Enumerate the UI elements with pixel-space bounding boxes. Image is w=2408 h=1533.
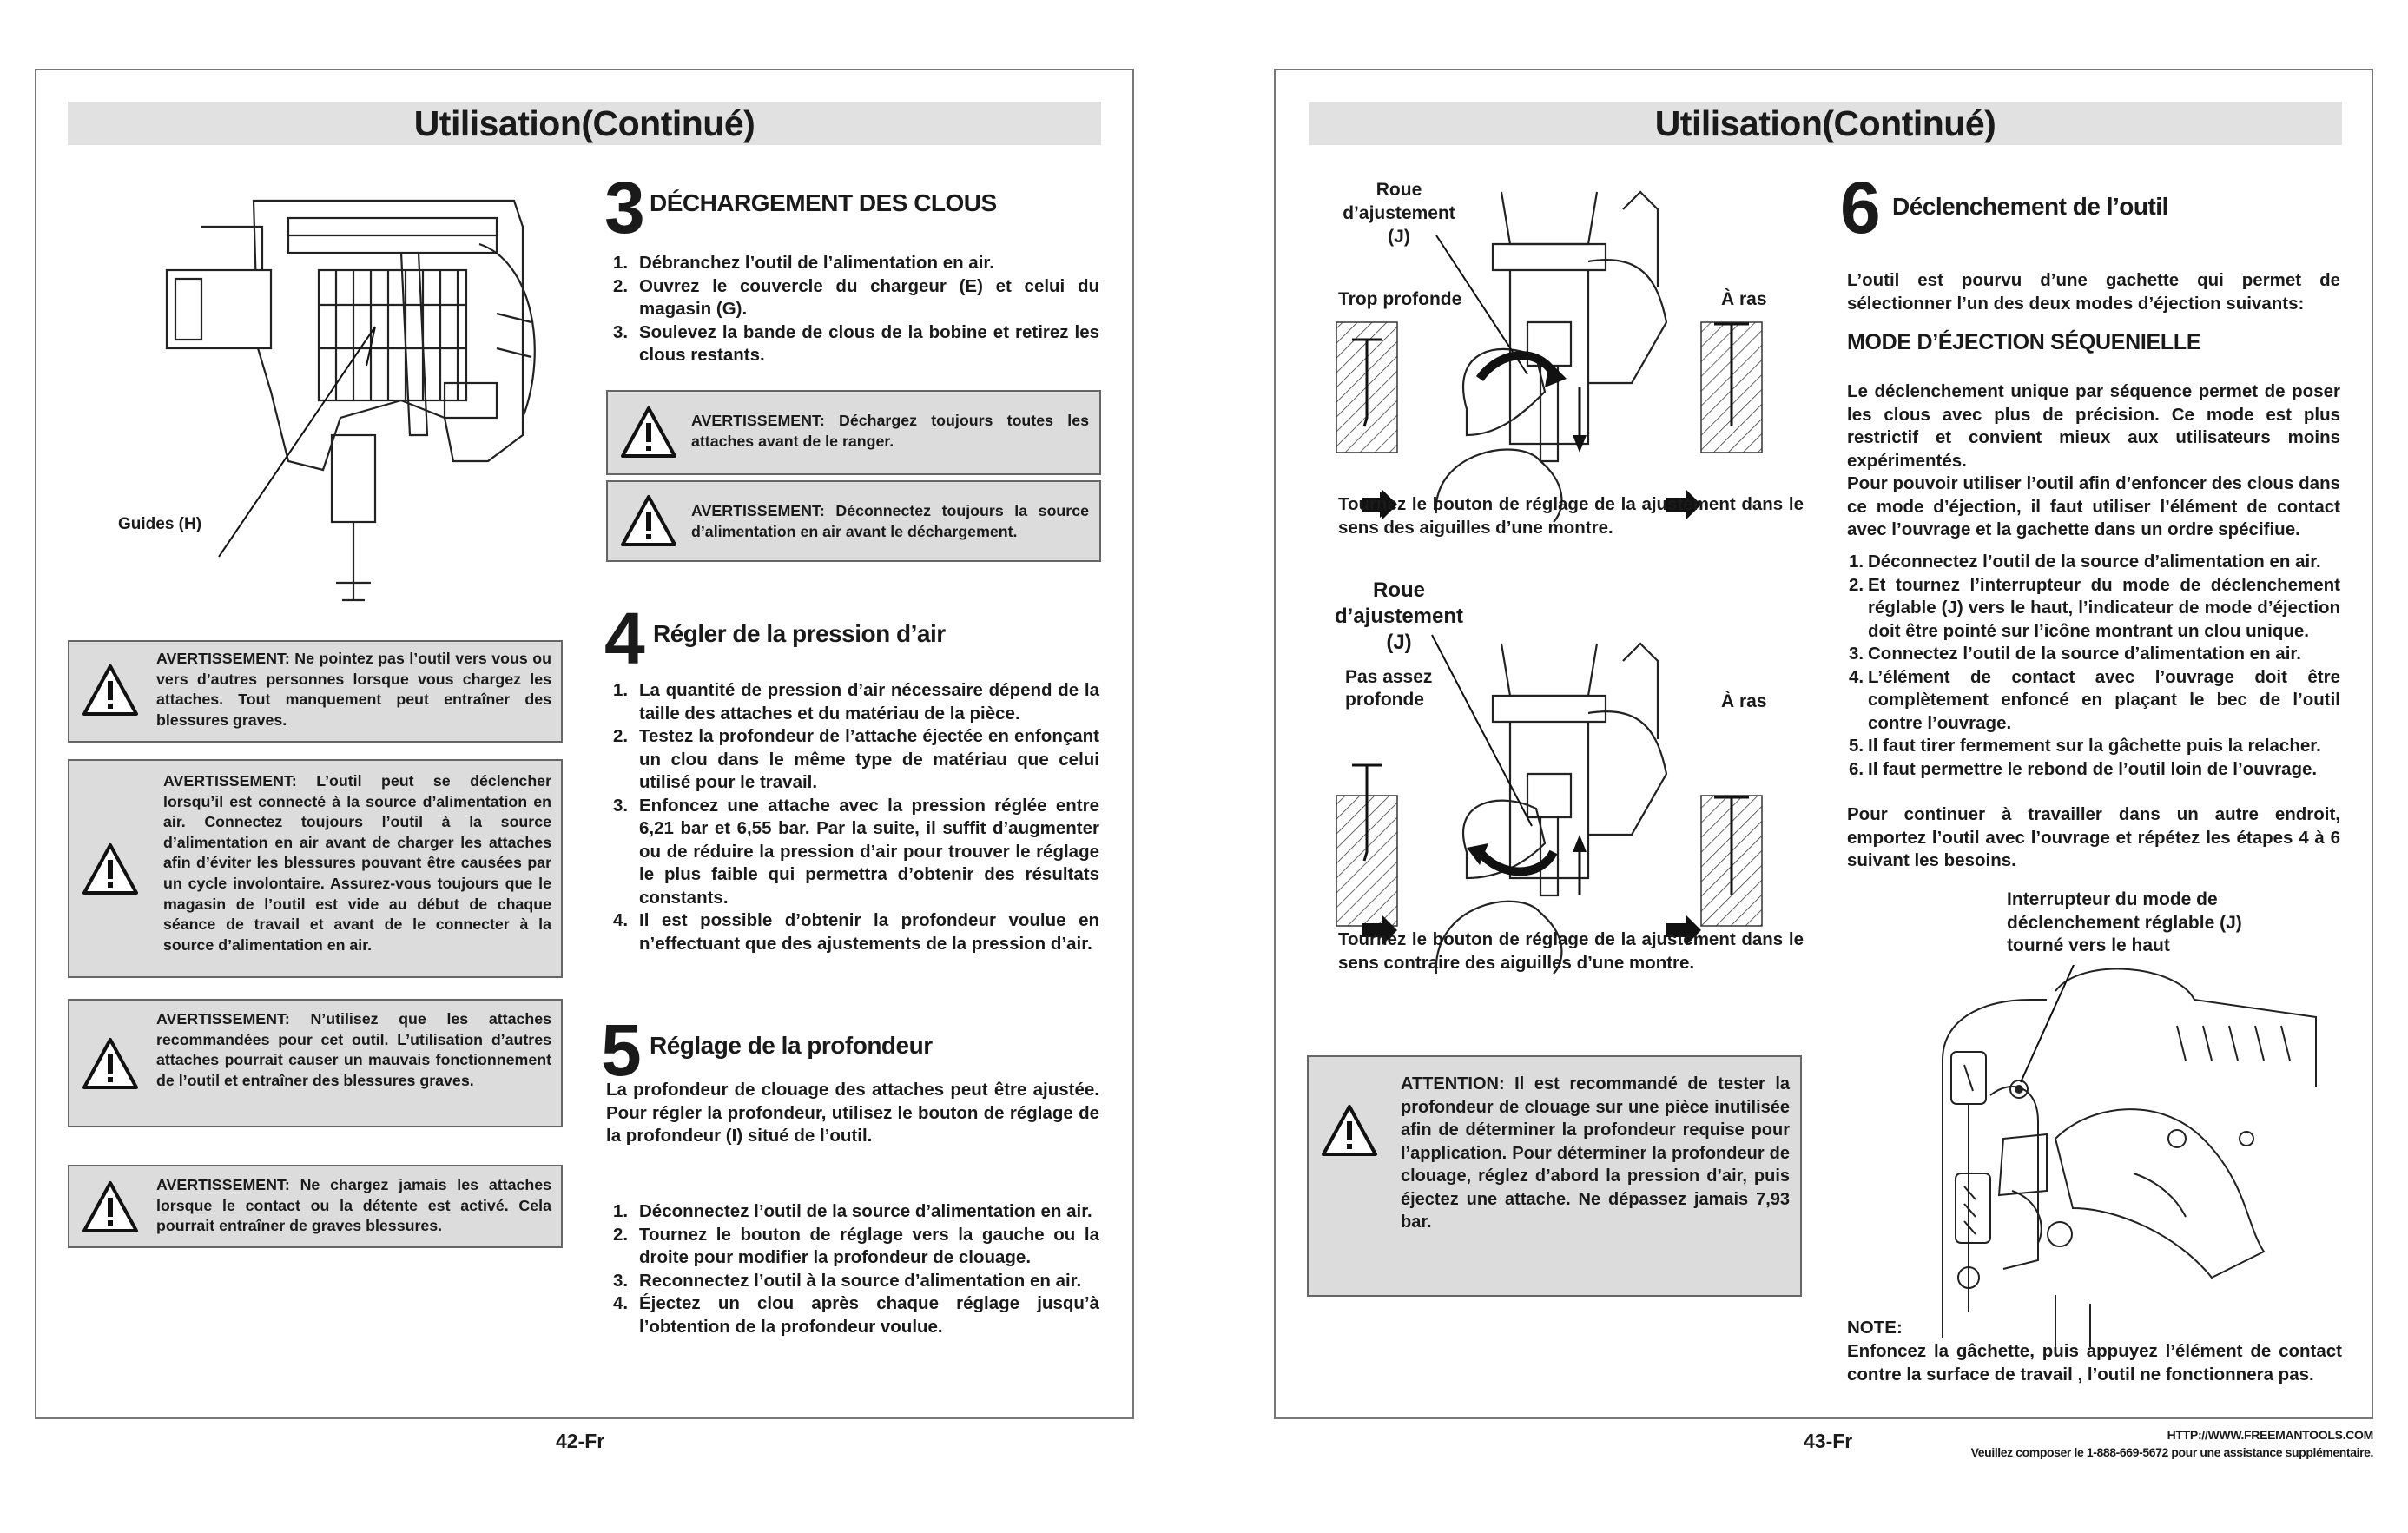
list-item: 2. Et tournez l’interrupteur du mode de déclenchement réglable (J) vers le haut, l’indicateur de mode d’éjection doit être pointé sur l’icône montrant un clou unique.: [1849, 574, 2340, 641]
list-item: 3. Soulevez la bande de clous de la bobine et retirez les clous restants.: [613, 321, 1099, 365]
not-deep-label: Pas assez profonde: [1345, 667, 1433, 710]
page-number-right: 43-Fr: [1804, 1430, 1853, 1452]
trigger-switch-illustration: [1917, 965, 2333, 1365]
section-5-title: Réglage de la profondeur: [650, 1032, 933, 1059]
warning-triangle-icon: [620, 494, 677, 548]
adjustment-wheel-label: Roue d’ajustement (J): [1334, 578, 1464, 654]
warning-text: AVERTISSEMENT: Ne chargez jamais les attaches lorsque le contact ou la détente est activé. Cela pourrait entraîner de graves blessures.: [156, 1176, 551, 1235]
warning-text: AVERTISSEMENT: Ne pointez pas l’outil vers vous ou vers d’autres personnes lorsque vous chargez les attaches. Tout manquement peut entraîner des blessures graves.: [156, 650, 551, 729]
warning-text: AVERTISSEMENT: N’utilisez que les attaches recommandées pour cet outil. L’utilisation d’autres attaches pourrait causer un mauvais fonctionnement de l’outil et entraîner des blessures graves.: [156, 1010, 551, 1089]
list-item: 3. Connectez l’outil de la source d’alimentation en air.: [1849, 644, 2301, 664]
list-item: 3. Enfoncez une attache avec la pression réglée entre 6,21 bar et 6,55 bar. Par la suite, il suffit d’augmenter ou de réduire la pression d’air pour trouver le réglage le plus faible qui permettra d’obtenir des résultats constants.: [613, 795, 1099, 908]
list-item: 3. Reconnectez l’outil à la source d’alimentation en air.: [613, 1270, 1082, 1291]
mode-paragraph-1: Le déclenchement unique par séquence permet de poser les clous avec plus de précision. Ce mode est plus restrictif et convient mieux aux utilisateurs moins expérimentés.: [1847, 381, 2340, 471]
list-item: 1. Déconnectez l’outil de la source d’alimentation en air.: [613, 1201, 1092, 1221]
list-item: 2. Testez la profondeur de l’attache éjectée en enfonçant un clou dans le même type de matériau que celui utilisé pour le travail.: [613, 726, 1099, 792]
warning-box-unload: [606, 390, 1101, 475]
trigger-switch-figure: [1917, 965, 2333, 1365]
list-item: 2. Tournez le bouton de réglage vers la gauche ou la droite pour modifier la profondeur de clouage.: [613, 1224, 1099, 1267]
footer-phone: Veuillez composer le 1-888-669-5672 pour une assistance supplémentaire.: [1970, 1445, 2373, 1459]
page-title-banner: Utilisation(Continué): [1309, 102, 2342, 145]
warning-box-point: [68, 640, 563, 743]
list-item: 6. Il faut permettre le rebond de l’outil loin de l’ouvrage.: [1849, 758, 2318, 779]
list-item: 4. L’élément de contact avec l’ouvrage doit être complètement enfoncé en plaçant le bec de l’outil contre l’ouvrage.: [1849, 666, 2340, 733]
page-title-banner: Utilisation(Continué): [68, 102, 1101, 145]
list-item: 4. Éjectez un clou après chaque réglage jusqu’à l’obtention de la profondeur voulue.: [613, 1293, 1099, 1337]
list-item: 5. Il faut tirer fermement sur la gâchette puis la relacher.: [1849, 736, 2321, 756]
page-43: [1274, 69, 2373, 1419]
section-3-heading: [604, 167, 643, 248]
warning-text: AVERTISSEMENT: Déconnectez toujours la source d’alimentation en air avant le déchargement.: [691, 502, 1089, 540]
section-5-intro: La profondeur de clouage des attaches peut être ajustée. Pour régler la profondeur, utilisez le bouton de réglage de la profondeur (I) situé de l’outil.: [606, 1080, 1099, 1146]
switch-label: Interrupteur du mode de déclenchement réglable (J) tourné vers le haut: [2007, 889, 2242, 955]
continue-text: Pour continuer à travailler dans un autre endroit, emportez l’outil avec l’ouvrage et répétez les étapes 4 à 6 suivant les besoins.: [1847, 804, 2340, 870]
warning-triangle-icon: [82, 664, 139, 717]
section-4-steps: [613, 679, 1099, 955]
section-3-steps: [613, 252, 1099, 367]
warning-text: AVERTISSEMENT: L’outil peut se déclencher lorsqu’il est connecté à la source d’alimentation en air. Connectez toujours l’outil à la source d’alimentation en air avant de charger les attaches afin d’éviter les blessures pouvant être causées par un cycle involontaire. Assurez-vous toujours que le magasin de l’outil est vide au début de chaque séance de travail et avant de le connecter à la source d’alimentation en air.: [163, 772, 551, 954]
note-title: NOTE:: [1847, 1318, 1903, 1338]
warning-triangle-icon: [82, 1037, 139, 1091]
attention-box: [1307, 1055, 1802, 1297]
section-6-steps: [1849, 551, 2340, 781]
list-item: 1. Débranchez l’outil de l’alimentation en air.: [613, 253, 994, 273]
warning-triangle-icon: [1321, 1104, 1378, 1158]
warning-box-fasteners: [68, 999, 563, 1127]
mode-title: MODE D’ÉJECTION SÉQUENIELLE: [1847, 330, 2201, 354]
section-6-intro: L’outil est pourvu d’une gachette qui permet de sélectionner l’un des deux modes d’éjection suivants:: [1847, 270, 2340, 314]
warning-text: AVERTISSEMENT: Déchargez toujours toutes les attaches avant de le ranger.: [691, 412, 1089, 450]
page-number-left: 42-Fr: [556, 1430, 605, 1452]
section-number: 4: [604, 598, 643, 679]
list-item: 4. Il est possible d’obtenir la profondeur voulue en n’effectuant que des ajustements de la pression d’air.: [613, 910, 1099, 954]
list-item: 1. La quantité de pression d’air nécessaire dépend de la taille des attaches et du matériau de la pièce.: [613, 680, 1099, 724]
note-text: Enfoncez la gâchette, puis appuyez l’élément de contact contre la surface de travail , l’outil ne fonctionnera pas.: [1847, 1341, 2342, 1384]
section-6-heading: [1840, 167, 1878, 248]
section-5-heading: [601, 1009, 639, 1091]
section-4-heading: [604, 598, 643, 679]
flush-label: À ras: [1721, 289, 1767, 309]
mode-paragraph-2: Pour pouvoir utiliser l’outil afin d’enfoncer des clous dans ce mode d’éjection, il faut utiliser l’élément de contact avec l’ouvrage et la gachette dans un ordre spécifiue.: [1847, 473, 2340, 539]
section-4-title: Régler de la pression d’air: [653, 620, 946, 647]
too-deep-label: Trop profonde: [1338, 289, 1462, 309]
section-number: 5: [601, 1009, 639, 1091]
tool-guides-figure: [115, 175, 566, 626]
section-number: 3: [604, 167, 643, 248]
attention-text: ATTENTION: Il est recommandé de tester la profondeur de clouage sur une pièce inutilisée afin de déterminer la profondeur requise pour l’application. Pour déterminer la profondeur de clouage, réglez d’abord la pression d’air, puis éjectez une attache. Ne dépassez jamais 7,93 bar.: [1401, 1074, 1790, 1232]
list-item: 2. Ouvrez le couvercle du chargeur (E) et celui du magasin (G).: [613, 275, 1099, 319]
section-number: 6: [1840, 167, 1878, 248]
adjustment-wheel-label: Roue d’ajustement (J): [1343, 180, 1455, 247]
list-item: 1. Déconnectez l’outil de la source d’alimentation en air.: [1849, 552, 2321, 572]
warning-box-loading: [68, 1165, 563, 1248]
warning-triangle-icon: [82, 1180, 139, 1234]
nailer-magazine-illustration: [115, 175, 566, 626]
section-5-steps: [613, 1200, 1099, 1338]
section-3-title: DÉCHARGEMENT DES CLOUS: [650, 189, 997, 216]
figure-1-caption: Tournez le bouton de réglage de la ajustement dans le sens des aiguilles d’une montre.: [1338, 494, 1804, 538]
section-6-title: Déclenchement de l’outil: [1892, 193, 2168, 220]
flush-label: À ras: [1721, 691, 1767, 711]
warning-triangle-icon: [620, 406, 677, 459]
warning-triangle-icon: [82, 842, 139, 896]
footer-url[interactable]: HTTP://WWW.FREEMANTOOLS.COM: [2167, 1428, 2373, 1442]
warning-box-disconnect: [606, 480, 1101, 562]
page-42: [35, 69, 1134, 1419]
figure-2-caption: Tournez le bouton de réglage de la ajustement dans le sens contraire des aiguilles d’une montre.: [1338, 929, 1804, 973]
warning-box-trigger: [68, 759, 563, 978]
guides-label: Guides (H): [118, 515, 202, 533]
